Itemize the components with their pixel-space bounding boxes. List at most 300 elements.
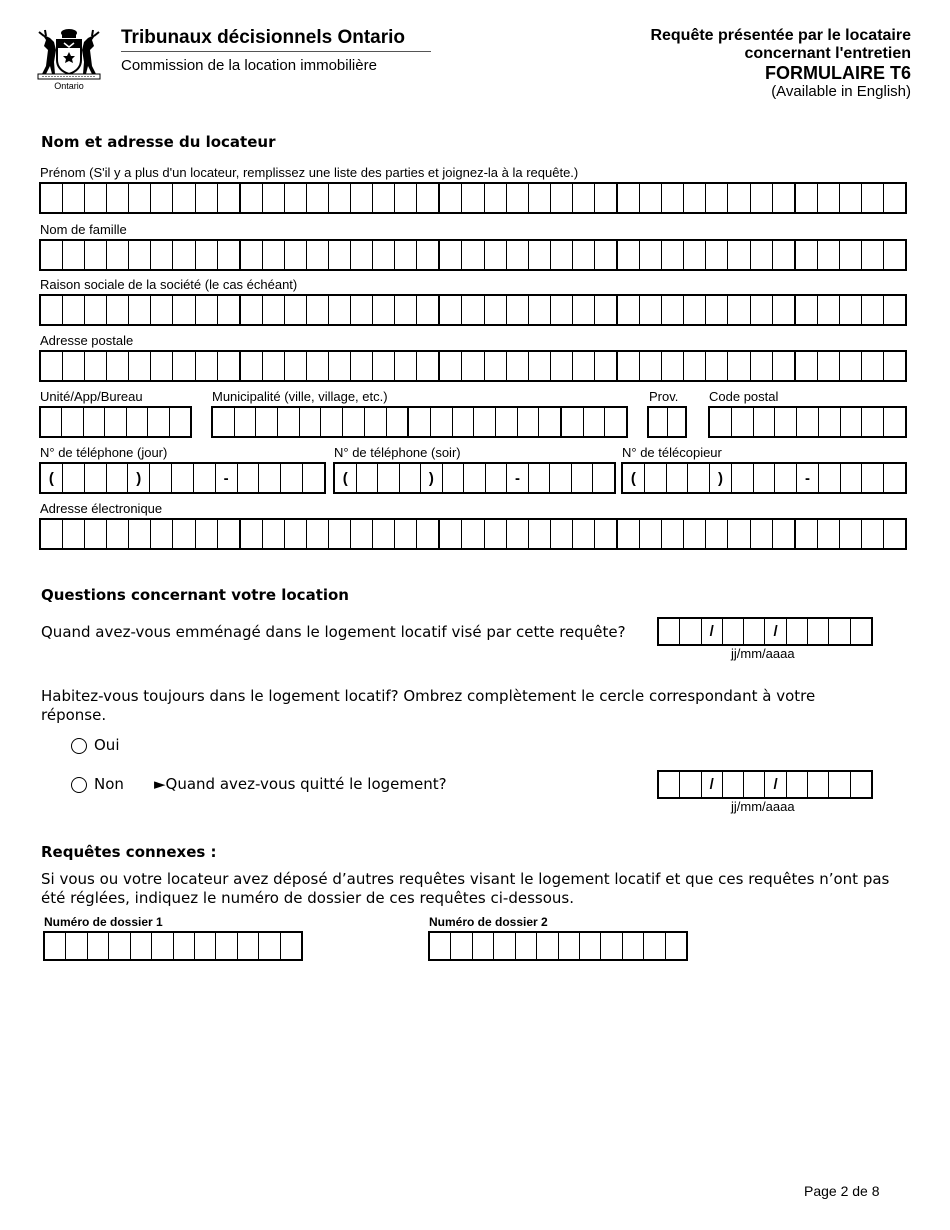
char-box[interactable]	[551, 352, 573, 380]
char-box[interactable]	[462, 352, 484, 380]
char-box[interactable]	[395, 184, 417, 212]
char-box[interactable]	[321, 408, 343, 436]
char-box[interactable]	[218, 520, 241, 548]
char-box[interactable]	[751, 241, 773, 269]
char-box[interactable]	[829, 772, 850, 797]
char-box[interactable]	[507, 241, 529, 269]
char-box[interactable]	[196, 296, 218, 324]
char-box[interactable]	[485, 241, 507, 269]
char-box[interactable]	[41, 408, 62, 436]
char-box[interactable]	[840, 184, 862, 212]
char-box[interactable]	[595, 520, 618, 548]
char-box[interactable]	[668, 408, 686, 436]
char-box[interactable]	[63, 352, 85, 380]
char-box[interactable]	[808, 619, 829, 644]
char-box[interactable]	[754, 408, 776, 436]
char-box[interactable]	[259, 933, 280, 959]
char-box[interactable]	[263, 352, 285, 380]
char-box[interactable]	[496, 408, 518, 436]
char-box[interactable]	[529, 184, 551, 212]
char-box[interactable]	[218, 352, 241, 380]
char-box[interactable]	[431, 408, 453, 436]
radio-yes[interactable]	[71, 738, 87, 754]
char-box[interactable]	[464, 464, 486, 492]
char-box[interactable]	[300, 408, 322, 436]
char-box[interactable]	[41, 184, 63, 212]
char-box[interactable]	[85, 352, 107, 380]
char-box[interactable]	[63, 184, 85, 212]
char-box[interactable]	[129, 520, 151, 548]
char-box[interactable]	[129, 352, 151, 380]
char-box[interactable]	[680, 772, 701, 797]
char-box[interactable]	[241, 184, 263, 212]
char-box[interactable]	[662, 352, 684, 380]
char-box[interactable]	[808, 772, 829, 797]
char-box[interactable]	[797, 408, 819, 436]
char-box[interactable]	[174, 933, 195, 959]
char-box[interactable]	[107, 520, 129, 548]
char-box[interactable]	[551, 520, 573, 548]
char-box[interactable]	[618, 296, 640, 324]
char-box[interactable]	[732, 464, 754, 492]
char-box[interactable]	[170, 408, 190, 436]
char-box[interactable]	[688, 464, 710, 492]
char-box[interactable]	[109, 933, 130, 959]
char-box[interactable]	[462, 520, 484, 548]
char-box[interactable]	[473, 933, 494, 959]
char-box[interactable]	[623, 933, 644, 959]
char-box[interactable]	[129, 241, 151, 269]
char-box[interactable]	[796, 352, 818, 380]
char-box[interactable]	[862, 408, 884, 436]
char-box[interactable]	[728, 520, 750, 548]
char-box[interactable]	[443, 464, 465, 492]
char-box[interactable]	[151, 520, 173, 548]
char-box[interactable]	[373, 184, 395, 212]
char-box[interactable]	[285, 520, 307, 548]
char-box[interactable]	[329, 520, 351, 548]
char-box[interactable]	[744, 619, 765, 644]
char-box[interactable]	[462, 184, 484, 212]
char-box[interactable]	[196, 241, 218, 269]
char-box[interactable]	[395, 296, 417, 324]
char-box[interactable]	[329, 296, 351, 324]
char-box[interactable]	[129, 296, 151, 324]
char-box[interactable]	[751, 520, 773, 548]
char-box[interactable]	[595, 241, 618, 269]
char-box[interactable]	[862, 296, 884, 324]
char-box[interactable]	[474, 408, 496, 436]
char-box[interactable]	[41, 352, 63, 380]
char-box[interactable]	[529, 296, 551, 324]
char-box[interactable]	[303, 464, 324, 492]
char-box[interactable]	[796, 241, 818, 269]
char-box[interactable]	[640, 296, 662, 324]
char-box[interactable]	[706, 520, 728, 548]
char-box[interactable]	[494, 933, 515, 959]
char-box[interactable]	[773, 352, 796, 380]
char-box[interactable]	[551, 184, 573, 212]
char-box[interactable]	[862, 352, 884, 380]
char-box[interactable]	[173, 296, 195, 324]
char-box[interactable]	[173, 241, 195, 269]
char-box[interactable]	[409, 408, 431, 436]
char-box[interactable]	[486, 464, 508, 492]
char-box[interactable]	[775, 464, 797, 492]
char-box[interactable]	[884, 520, 905, 548]
char-box[interactable]	[263, 241, 285, 269]
char-box[interactable]	[173, 352, 195, 380]
char-box[interactable]	[329, 241, 351, 269]
char-box[interactable]	[573, 520, 595, 548]
char-box[interactable]	[285, 241, 307, 269]
char-box[interactable]	[107, 352, 129, 380]
char-box[interactable]	[706, 184, 728, 212]
char-box[interactable]	[529, 464, 551, 492]
char-box[interactable]	[796, 184, 818, 212]
char-box[interactable]	[684, 296, 706, 324]
char-box[interactable]	[773, 184, 796, 212]
char-box[interactable]	[440, 352, 462, 380]
char-box[interactable]	[417, 296, 440, 324]
char-box[interactable]	[107, 184, 129, 212]
char-box[interactable]	[573, 352, 595, 380]
char-box[interactable]	[851, 772, 871, 797]
char-box[interactable]	[662, 241, 684, 269]
char-box[interactable]	[516, 933, 537, 959]
char-box[interactable]	[462, 296, 484, 324]
char-box[interactable]	[329, 184, 351, 212]
char-box[interactable]	[351, 520, 373, 548]
radio-no[interactable]	[71, 777, 87, 793]
char-box[interactable]	[550, 464, 572, 492]
char-box[interactable]	[329, 352, 351, 380]
char-box[interactable]	[150, 464, 172, 492]
char-box[interactable]	[684, 241, 706, 269]
char-box[interactable]	[710, 408, 732, 436]
char-box[interactable]	[818, 184, 840, 212]
char-box[interactable]	[601, 933, 622, 959]
char-box[interactable]	[840, 352, 862, 380]
char-box[interactable]	[151, 296, 173, 324]
char-box[interactable]	[307, 520, 329, 548]
char-box[interactable]	[485, 184, 507, 212]
char-box[interactable]	[723, 619, 744, 644]
char-box[interactable]	[862, 184, 884, 212]
char-box[interactable]	[645, 464, 667, 492]
char-box[interactable]	[41, 520, 63, 548]
char-box[interactable]	[667, 464, 689, 492]
char-box[interactable]	[400, 464, 422, 492]
char-box[interactable]	[662, 520, 684, 548]
char-box[interactable]	[351, 352, 373, 380]
char-box[interactable]	[662, 296, 684, 324]
char-box[interactable]	[417, 352, 440, 380]
char-box[interactable]	[107, 241, 129, 269]
char-box[interactable]	[462, 241, 484, 269]
char-box[interactable]	[218, 241, 241, 269]
char-box[interactable]	[584, 408, 606, 436]
char-box[interactable]	[593, 464, 614, 492]
phone-day-field[interactable]	[39, 462, 326, 494]
char-box[interactable]	[278, 408, 300, 436]
char-box[interactable]	[796, 520, 818, 548]
char-box[interactable]	[241, 296, 263, 324]
char-box[interactable]	[151, 352, 173, 380]
char-box[interactable]	[107, 464, 129, 492]
char-box[interactable]	[66, 933, 87, 959]
char-box[interactable]	[884, 241, 905, 269]
char-box[interactable]	[819, 464, 841, 492]
char-box[interactable]	[537, 933, 558, 959]
char-box[interactable]	[241, 520, 263, 548]
char-box[interactable]	[41, 296, 63, 324]
char-box[interactable]	[417, 520, 440, 548]
char-box[interactable]	[62, 408, 83, 436]
char-box[interactable]	[618, 184, 640, 212]
char-box[interactable]	[580, 933, 601, 959]
char-box[interactable]	[151, 184, 173, 212]
char-box[interactable]	[173, 520, 195, 548]
file-number-2-field[interactable]	[428, 931, 688, 961]
char-box[interactable]	[151, 241, 173, 269]
char-box[interactable]	[529, 520, 551, 548]
unit-field[interactable]	[39, 406, 192, 438]
char-box[interactable]	[573, 184, 595, 212]
char-box[interactable]	[281, 933, 301, 959]
char-box[interactable]	[862, 520, 884, 548]
char-box[interactable]	[194, 464, 216, 492]
char-box[interactable]	[440, 296, 462, 324]
char-box[interactable]	[373, 241, 395, 269]
char-box[interactable]	[840, 241, 862, 269]
char-box[interactable]	[840, 296, 862, 324]
char-box[interactable]	[263, 520, 285, 548]
char-box[interactable]	[263, 184, 285, 212]
char-box[interactable]	[259, 464, 281, 492]
char-box[interactable]	[238, 933, 259, 959]
char-box[interactable]	[451, 933, 472, 959]
first-name-field[interactable]	[39, 182, 907, 214]
char-box[interactable]	[85, 520, 107, 548]
char-box[interactable]	[378, 464, 400, 492]
char-box[interactable]	[684, 184, 706, 212]
char-box[interactable]	[754, 464, 776, 492]
phone-evening-field[interactable]	[333, 462, 616, 494]
char-box[interactable]	[618, 352, 640, 380]
char-box[interactable]	[862, 241, 884, 269]
move-in-date-field[interactable]	[657, 617, 873, 646]
char-box[interactable]	[618, 520, 640, 548]
char-box[interactable]	[684, 520, 706, 548]
char-box[interactable]	[395, 241, 417, 269]
char-box[interactable]	[644, 933, 665, 959]
char-box[interactable]	[440, 520, 462, 548]
char-box[interactable]	[129, 184, 151, 212]
char-box[interactable]	[263, 296, 285, 324]
char-box[interactable]	[723, 772, 744, 797]
company-name-field[interactable]	[39, 294, 907, 326]
char-box[interactable]	[559, 933, 580, 959]
move-out-date-field[interactable]	[657, 770, 873, 799]
char-box[interactable]	[241, 241, 263, 269]
char-box[interactable]	[343, 408, 365, 436]
char-box[interactable]	[85, 184, 107, 212]
char-box[interactable]	[773, 520, 796, 548]
char-box[interactable]	[507, 184, 529, 212]
char-box[interactable]	[241, 352, 263, 380]
char-box[interactable]	[884, 352, 905, 380]
char-box[interactable]	[387, 408, 410, 436]
char-box[interactable]	[840, 520, 862, 548]
char-box[interactable]	[238, 464, 260, 492]
char-box[interactable]	[357, 464, 379, 492]
char-box[interactable]	[256, 408, 278, 436]
char-box[interactable]	[539, 408, 562, 436]
char-box[interactable]	[63, 464, 85, 492]
char-box[interactable]	[829, 619, 850, 644]
char-box[interactable]	[851, 619, 871, 644]
char-box[interactable]	[775, 408, 797, 436]
char-box[interactable]	[148, 408, 169, 436]
char-box[interactable]	[884, 184, 905, 212]
char-box[interactable]	[706, 296, 728, 324]
char-box[interactable]	[395, 520, 417, 548]
char-box[interactable]	[172, 464, 194, 492]
char-box[interactable]	[706, 241, 728, 269]
char-box[interactable]	[659, 772, 680, 797]
char-box[interactable]	[884, 464, 905, 492]
char-box[interactable]	[307, 352, 329, 380]
char-box[interactable]	[562, 408, 584, 436]
char-box[interactable]	[573, 241, 595, 269]
char-box[interactable]	[485, 296, 507, 324]
char-box[interactable]	[85, 241, 107, 269]
char-box[interactable]	[85, 464, 107, 492]
char-box[interactable]	[373, 520, 395, 548]
char-box[interactable]	[351, 184, 373, 212]
char-box[interactable]	[551, 296, 573, 324]
char-box[interactable]	[787, 772, 808, 797]
char-box[interactable]	[218, 296, 241, 324]
char-box[interactable]	[728, 184, 750, 212]
char-box[interactable]	[85, 296, 107, 324]
char-box[interactable]	[640, 184, 662, 212]
char-box[interactable]	[773, 296, 796, 324]
char-box[interactable]	[640, 352, 662, 380]
char-box[interactable]	[751, 184, 773, 212]
char-box[interactable]	[649, 408, 668, 436]
char-box[interactable]	[572, 464, 594, 492]
char-box[interactable]	[365, 408, 387, 436]
char-box[interactable]	[507, 520, 529, 548]
char-box[interactable]	[307, 241, 329, 269]
char-box[interactable]	[573, 296, 595, 324]
char-box[interactable]	[281, 464, 303, 492]
char-box[interactable]	[196, 352, 218, 380]
char-box[interactable]	[818, 296, 840, 324]
char-box[interactable]	[796, 296, 818, 324]
char-box[interactable]	[196, 184, 218, 212]
char-box[interactable]	[373, 352, 395, 380]
char-box[interactable]	[41, 241, 63, 269]
char-box[interactable]	[773, 241, 796, 269]
char-box[interactable]	[440, 184, 462, 212]
char-box[interactable]	[45, 933, 66, 959]
char-box[interactable]	[84, 408, 105, 436]
char-box[interactable]	[235, 408, 257, 436]
char-box[interactable]	[63, 241, 85, 269]
char-box[interactable]	[684, 352, 706, 380]
char-box[interactable]	[640, 241, 662, 269]
char-box[interactable]	[507, 352, 529, 380]
char-box[interactable]	[787, 619, 808, 644]
char-box[interactable]	[818, 241, 840, 269]
char-box[interactable]	[196, 520, 218, 548]
last-name-field[interactable]	[39, 239, 907, 271]
email-field[interactable]	[39, 518, 907, 550]
char-box[interactable]	[507, 296, 529, 324]
char-box[interactable]	[595, 352, 618, 380]
char-box[interactable]	[841, 408, 863, 436]
char-box[interactable]	[666, 933, 686, 959]
char-box[interactable]	[529, 352, 551, 380]
postal-code-field[interactable]	[708, 406, 907, 438]
char-box[interactable]	[417, 184, 440, 212]
char-box[interactable]	[518, 408, 540, 436]
char-box[interactable]	[732, 408, 754, 436]
char-box[interactable]	[551, 241, 573, 269]
char-box[interactable]	[819, 408, 841, 436]
char-box[interactable]	[595, 184, 618, 212]
char-box[interactable]	[841, 464, 863, 492]
char-box[interactable]	[218, 184, 241, 212]
fax-field[interactable]	[621, 462, 907, 494]
char-box[interactable]	[285, 296, 307, 324]
char-box[interactable]	[351, 296, 373, 324]
char-box[interactable]	[395, 352, 417, 380]
char-box[interactable]	[307, 184, 329, 212]
char-box[interactable]	[107, 296, 129, 324]
file-number-1-field[interactable]	[43, 931, 303, 961]
char-box[interactable]	[285, 184, 307, 212]
char-box[interactable]	[744, 772, 765, 797]
char-box[interactable]	[417, 241, 440, 269]
char-box[interactable]	[351, 241, 373, 269]
char-box[interactable]	[618, 241, 640, 269]
municipality-field[interactable]	[211, 406, 628, 438]
char-box[interactable]	[728, 296, 750, 324]
postal-address-field[interactable]	[39, 350, 907, 382]
char-box[interactable]	[529, 241, 551, 269]
char-box[interactable]	[595, 296, 618, 324]
char-box[interactable]	[485, 352, 507, 380]
char-box[interactable]	[728, 241, 750, 269]
char-box[interactable]	[216, 933, 237, 959]
char-box[interactable]	[307, 296, 329, 324]
char-box[interactable]	[728, 352, 750, 380]
char-box[interactable]	[373, 296, 395, 324]
char-box[interactable]	[680, 619, 701, 644]
char-box[interactable]	[751, 352, 773, 380]
char-box[interactable]	[605, 408, 626, 436]
char-box[interactable]	[152, 933, 173, 959]
char-box[interactable]	[88, 933, 109, 959]
char-box[interactable]	[751, 296, 773, 324]
char-box[interactable]	[105, 408, 126, 436]
char-box[interactable]	[662, 184, 684, 212]
char-box[interactable]	[706, 352, 728, 380]
